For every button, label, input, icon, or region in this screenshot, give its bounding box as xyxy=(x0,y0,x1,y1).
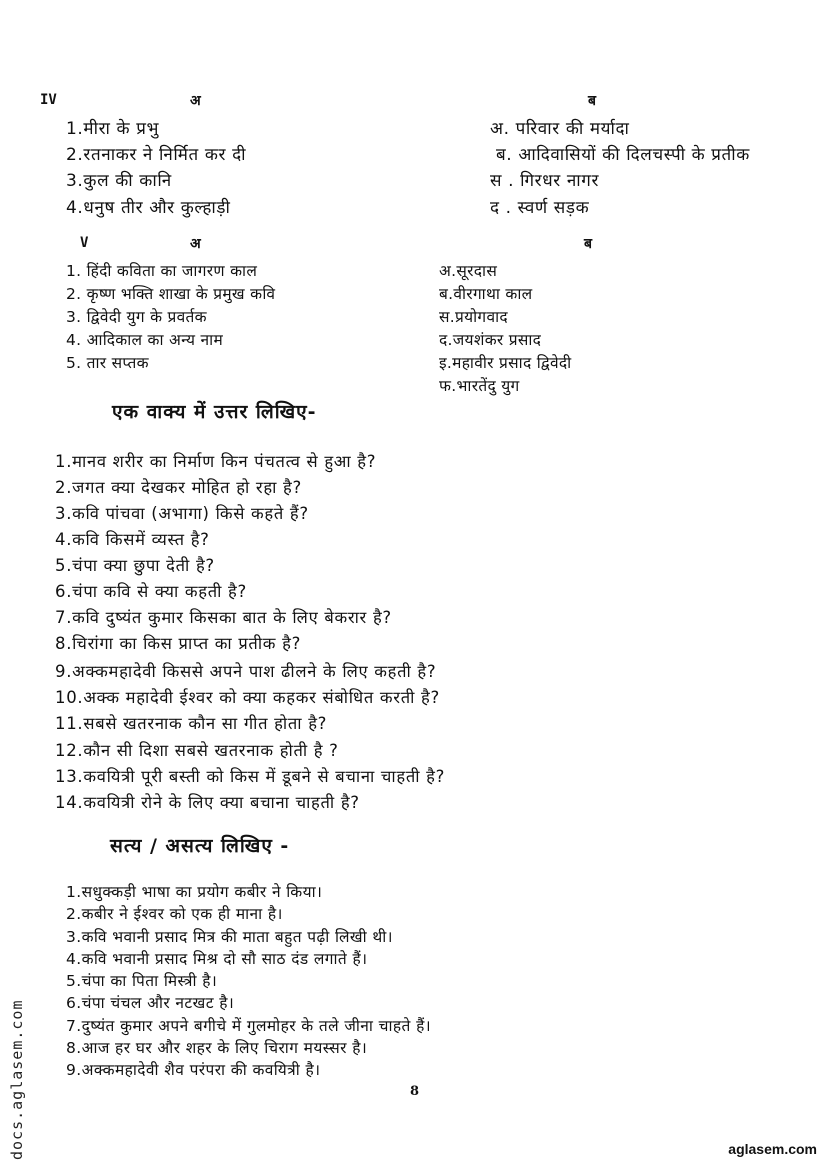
section-iv-right-3: स . गिरधर नागर xyxy=(490,171,600,191)
section-iv-right-1: अ. परिवार की मर्यादा xyxy=(490,119,630,139)
question-7: 7.कवि दुष्यंत कुमार किसका बात के लिए बेकरार है? xyxy=(55,608,392,627)
question-12: 12.कौन सी दिशा सबसे खतरनाक होती है ? xyxy=(55,741,339,760)
tf-item-6: 6.चंपा चंचल और नटखट है। xyxy=(66,994,235,1012)
section-iv-left-3: 3.कुल की कानि xyxy=(66,171,172,191)
section-iv-left-4: 4.धनुष तीर और कुल्हाड़ी xyxy=(66,198,231,218)
section-v-col-a: अ xyxy=(190,236,201,252)
tf-item-5: 5.चंपा का पिता मिस्त्री है। xyxy=(66,972,218,990)
section-iv-left-1: 1.मीरा के प्रभु xyxy=(66,119,160,139)
section-v-left-5: 5. तार सप्तक xyxy=(66,354,149,372)
page-number: 8 xyxy=(410,1084,420,1099)
tf-item-2: 2.कबीर ने ईश्वर को एक ही माना है। xyxy=(66,905,283,923)
question-6: 6.चंपा कवि से क्या कहती है? xyxy=(55,582,247,601)
section-v-left-2: 2. कृष्ण भक्ति शाखा के प्रमुख कवि xyxy=(66,285,276,303)
watermark-right: aglasem.com xyxy=(728,1141,817,1157)
section-v-left-3: 3. द्विवेदी युग के प्रवर्तक xyxy=(66,308,207,326)
section-v-col-b: ब xyxy=(584,236,592,252)
section-iv-right-4: द . स्वर्ण सड़क xyxy=(490,198,590,218)
tf-item-4: 4.कवि भवानी प्रसाद मिश्र दो सौ साठ दंड लगाते हैं। xyxy=(66,950,368,968)
tf-item-3: 3.कवि भवानी प्रसाद मित्र की माता बहुत पढ़ी लिखी थी। xyxy=(66,928,393,946)
question-4: 4.कवि किसमें व्यस्त है? xyxy=(55,530,210,549)
tf-item-1: 1.सधुक्कड़ी भाषा का प्रयोग कबीर ने किया। xyxy=(66,883,323,901)
question-14: 14.कवयित्री रोने के लिए क्या बचाना चाहती है? xyxy=(55,793,360,812)
section-v-right-6: फ.भारतेंदु युग xyxy=(439,377,520,395)
section-iv-col-a: अ xyxy=(190,93,201,109)
section-v-right-4: द.जयशंकर प्रसाद xyxy=(439,331,542,349)
question-9: 9.अक्कमहादेवी किससे अपने पाश ढीलने के लिए कहती है? xyxy=(55,662,437,681)
question-1: 1.मानव शरीर का निर्माण किन पंचतत्व से हुआ है? xyxy=(55,452,377,471)
section-v-right-2: ब.वीरगाथा काल xyxy=(439,285,533,303)
section-v-right-5: इ.महावीर प्रसाद द्विवेदी xyxy=(439,354,572,372)
section-v-label: V xyxy=(80,235,89,251)
question-11: 11.सबसे खतरनाक कौन सा गीत होता है? xyxy=(55,714,328,733)
section-iv-right-2: ब. आदिवासियों की दिलचस्पी के प्रतीक xyxy=(496,145,750,165)
watermark-left: docs.aglasem.com xyxy=(8,999,26,1160)
question-8: 8.चिरांगा का किस प्राप्त का प्रतीक है? xyxy=(55,634,302,653)
section-v-left-4: 4. आदिकाल का अन्य नाम xyxy=(66,331,224,349)
question-13: 13.कवयित्री पूरी बस्ती को किस में डूबने से बचाना चाहती है? xyxy=(55,767,446,786)
section-iv-label: IV xyxy=(40,92,57,108)
one-sentence-heading: एक वाक्य में उत्तर लिखिए- xyxy=(112,401,317,423)
question-10: 10.अक्क महादेवी ईश्वर को क्या कहकर संबोधित करती है? xyxy=(55,688,440,707)
section-iv-col-b: ब xyxy=(588,93,596,109)
section-v-left-1: 1. हिंदी कविता का जागरण काल xyxy=(66,262,258,280)
question-3: 3.कवि पांचवा (अभागा) किसे कहते हैं? xyxy=(55,504,309,523)
section-iv-left-2: 2.रतनाकर ने निर्मित कर दी xyxy=(66,145,247,165)
question-5: 5.चंपा क्या छुपा देती है? xyxy=(55,556,215,575)
true-false-heading: सत्य / असत्य लिखिए - xyxy=(110,835,290,857)
tf-item-8: 8.आज हर घर और शहर के लिए चिराग मयस्सर है। xyxy=(66,1039,368,1057)
section-v-right-1: अ.सूरदास xyxy=(439,262,498,280)
section-v-right-3: स.प्रयोगवाद xyxy=(439,308,508,326)
tf-item-7: 7.दुष्यंत कुमार अपने बगीचे में गुलमोहर के तले जीना चाहते हैं। xyxy=(66,1017,431,1035)
question-2: 2.जगत क्या देखकर मोहित हो रहा है? xyxy=(55,478,302,497)
tf-item-9: 9.अक्कमहादेवी शैव परंपरा की कवयित्री है। xyxy=(66,1061,321,1079)
